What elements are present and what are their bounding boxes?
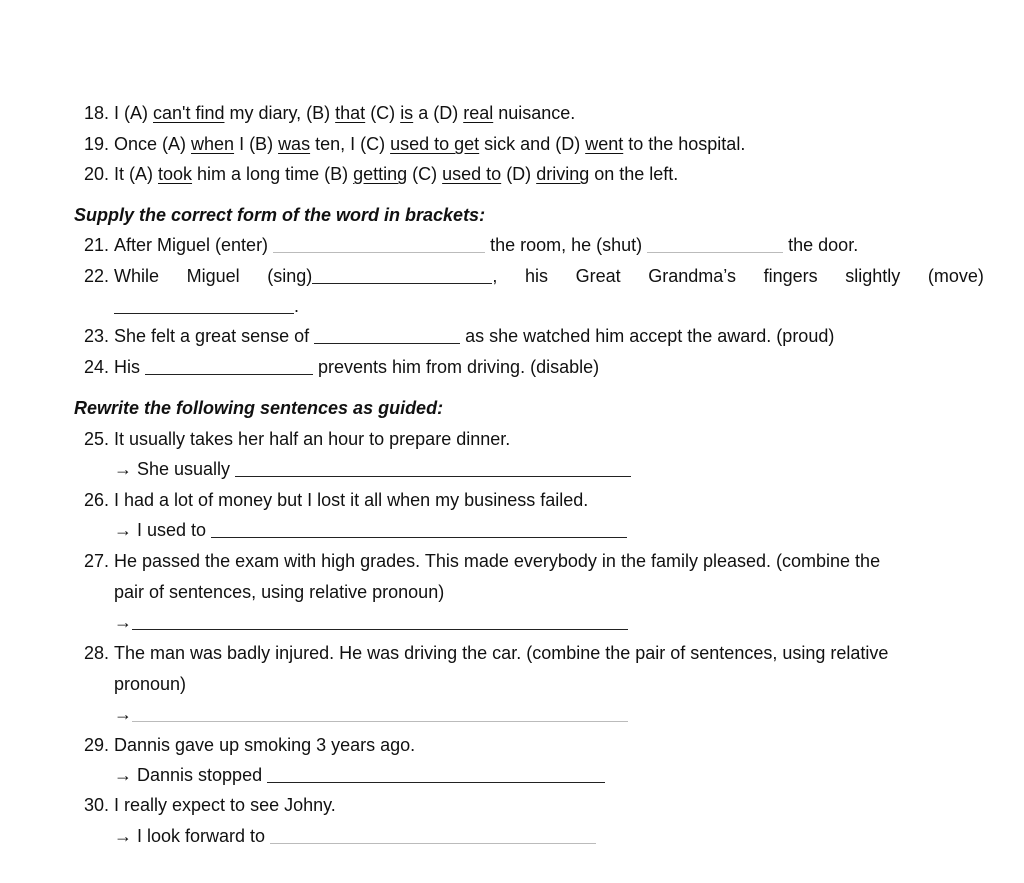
question-24: 24. His prevents him from driving. (disable) xyxy=(84,357,600,377)
option-a: when xyxy=(191,134,235,154)
answer-line-27: → xyxy=(114,610,628,634)
question-21: 21. After Miguel (enter) the room, he (shut) the door. xyxy=(84,235,859,255)
question-number: 23. xyxy=(84,326,110,346)
option-c: used to xyxy=(442,164,502,184)
question-number: 22. xyxy=(84,266,110,286)
question-18: 18. I (A) can't find my diary, (B) that (C) is a (D) real nuisance. xyxy=(84,103,576,123)
option-a: can't find xyxy=(153,103,225,123)
question-30: 30. I really expect to see Johny. xyxy=(84,795,336,815)
answer-blank[interactable] xyxy=(647,234,783,253)
question-22: 22. While Miguel (sing) , his Great Grandma’s fingers slightly (move) xyxy=(84,266,984,286)
option-c: used to get xyxy=(390,134,480,154)
answer-line-26: → I used to xyxy=(114,518,627,542)
question-27-continued: pair of sentences, using relative pronoun) xyxy=(114,582,445,602)
question-19: 19. Once (A) when I (B) was ten, I (C) used to get sick and (D) went to the hospital. xyxy=(84,134,746,154)
answer-blank[interactable] xyxy=(114,295,294,314)
answer-blank[interactable] xyxy=(132,703,628,722)
question-28: 28. The man was badly injured. He was driving the car. (combine the pair of sentences, using relative xyxy=(84,643,889,663)
answer-line-28: → xyxy=(114,702,628,726)
question-number: 25. xyxy=(84,429,110,449)
question-number: 18. xyxy=(84,103,110,123)
option-b: that xyxy=(335,103,366,123)
option-b: getting xyxy=(353,164,408,184)
question-20: 20. It (A) took him a long time (B) getting (C) used to (D) driving on the left. xyxy=(84,164,679,184)
question-number: 29. xyxy=(84,735,110,755)
answer-blank[interactable] xyxy=(235,458,631,477)
question-number: 24. xyxy=(84,357,110,377)
question-number: 20. xyxy=(84,164,110,184)
question-number: 26. xyxy=(84,490,110,510)
answer-blank[interactable] xyxy=(211,519,627,538)
answer-blank[interactable] xyxy=(273,234,485,253)
question-29: 29. Dannis gave up smoking 3 years ago. xyxy=(84,735,416,755)
question-23: 23. She felt a great sense of as she watched him accept the award. (proud) xyxy=(84,326,835,346)
section-heading-supply: Supply the correct form of the word in brackets: xyxy=(74,205,486,225)
answer-line-29: → Dannis stopped xyxy=(114,763,605,787)
question-22-continued: . xyxy=(114,294,299,318)
answer-blank[interactable] xyxy=(270,825,596,844)
answer-blank[interactable] xyxy=(314,325,460,344)
answer-blank[interactable] xyxy=(132,611,628,630)
option-b: was xyxy=(278,134,311,154)
section-heading-rewrite: Rewrite the following sentences as guided: xyxy=(74,398,444,418)
option-c: is xyxy=(400,103,414,123)
question-number: 19. xyxy=(84,134,110,154)
question-26: 26. I had a lot of money but I lost it all when my business failed. xyxy=(84,490,589,510)
question-number: 30. xyxy=(84,795,110,815)
question-25: 25. It usually takes her half an hour to prepare dinner. xyxy=(84,429,511,449)
question-number: 28. xyxy=(84,643,110,663)
answer-blank[interactable] xyxy=(312,265,492,284)
question-27: 27. He passed the exam with high grades. This made everybody in the family pleased. (combine the xyxy=(84,551,881,571)
answer-line-30: → I look forward to xyxy=(114,824,596,848)
question-number: 27. xyxy=(84,551,110,571)
question-28-continued: pronoun) xyxy=(114,674,187,694)
answer-line-25: → She usually xyxy=(114,457,631,481)
option-a: took xyxy=(158,164,193,184)
option-d: driving xyxy=(536,164,590,184)
option-d: real xyxy=(463,103,494,123)
question-number: 21. xyxy=(84,235,110,255)
answer-blank[interactable] xyxy=(145,356,313,375)
option-d: went xyxy=(585,134,624,154)
answer-blank[interactable] xyxy=(267,764,605,783)
